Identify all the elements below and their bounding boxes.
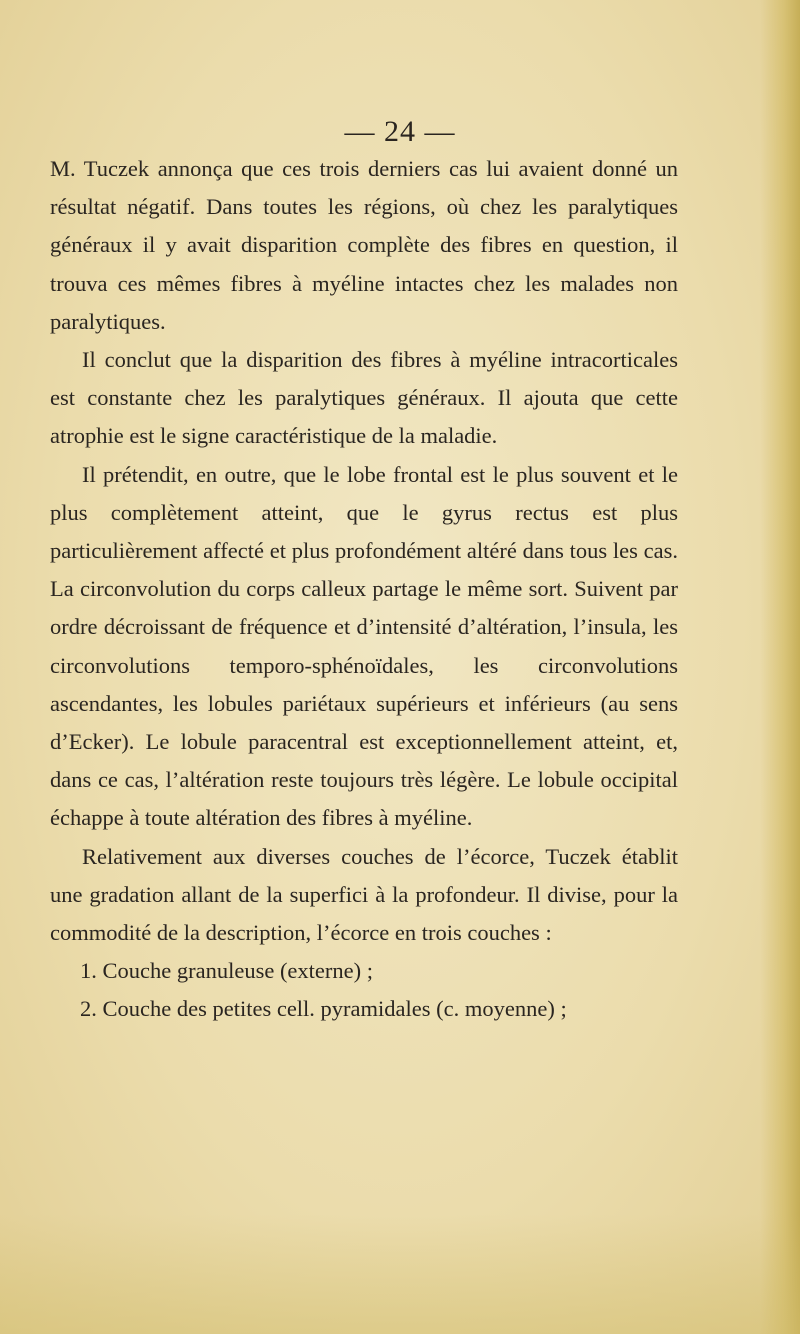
body-text <box>50 150 678 1029</box>
page-number: — 24 — <box>344 115 456 148</box>
paragraph-3: Il prétendit, en outre, que le lobe frontal est le plus souvent et le plus complètement atteint, que le gyrus rectus est plus particulièrement affecté et plus profondément altéré dans tous les cas. La circonvolution du corps calleux partage le même sort. Suivent par ordre décroissant de fréquence et d’intensité d’altération, l’insula, les circonvolutions temporo-sphénoïdales, les circonvolutions ascendantes, les lobules pariétaux supérieurs et inférieurs (au sens d’Ecker). Le lobule paracentral est exceptionnellement atteint, et, dans ce cas, l’altération reste toujours très légère. Le lobule occipital échappe à toute altération des fibres à myéline. <box>50 461 678 831</box>
list-item-2: 2. Couche des petites cell. pyramidales (c. moyenne) ; <box>80 996 567 1022</box>
list-item-1: 1. Couche granuleuse (externe) ; <box>80 958 374 984</box>
paragraph-1: M. Tuczek annonça que ces trois derniers cas lui avaient donné un résultat négatif. Dans toutes les régions, où chez les paralytiques généraux il y avait disparition complète des fibres en question, il trouva ces mêmes fibres à myéline intactes chez les malades non paralytiques. <box>50 156 678 334</box>
paragraph-4: Relativement aux diverses couches de l’écorce, Tuczek établit une gradation allant de la superfici à la profondeur. Il divise, pour la commodité de la description, l’écorce en trois couches : <box>50 843 678 946</box>
page-edge-shadow <box>760 0 800 1334</box>
page-bottom-shadow <box>0 1214 800 1334</box>
paragraph-2: Il conclut que la disparition des fibres à myéline intracorticales est constante chez les paralytiques généraux. Il ajouta que cette atrophie est le signe caractéristique de la maladie. <box>50 347 678 449</box>
